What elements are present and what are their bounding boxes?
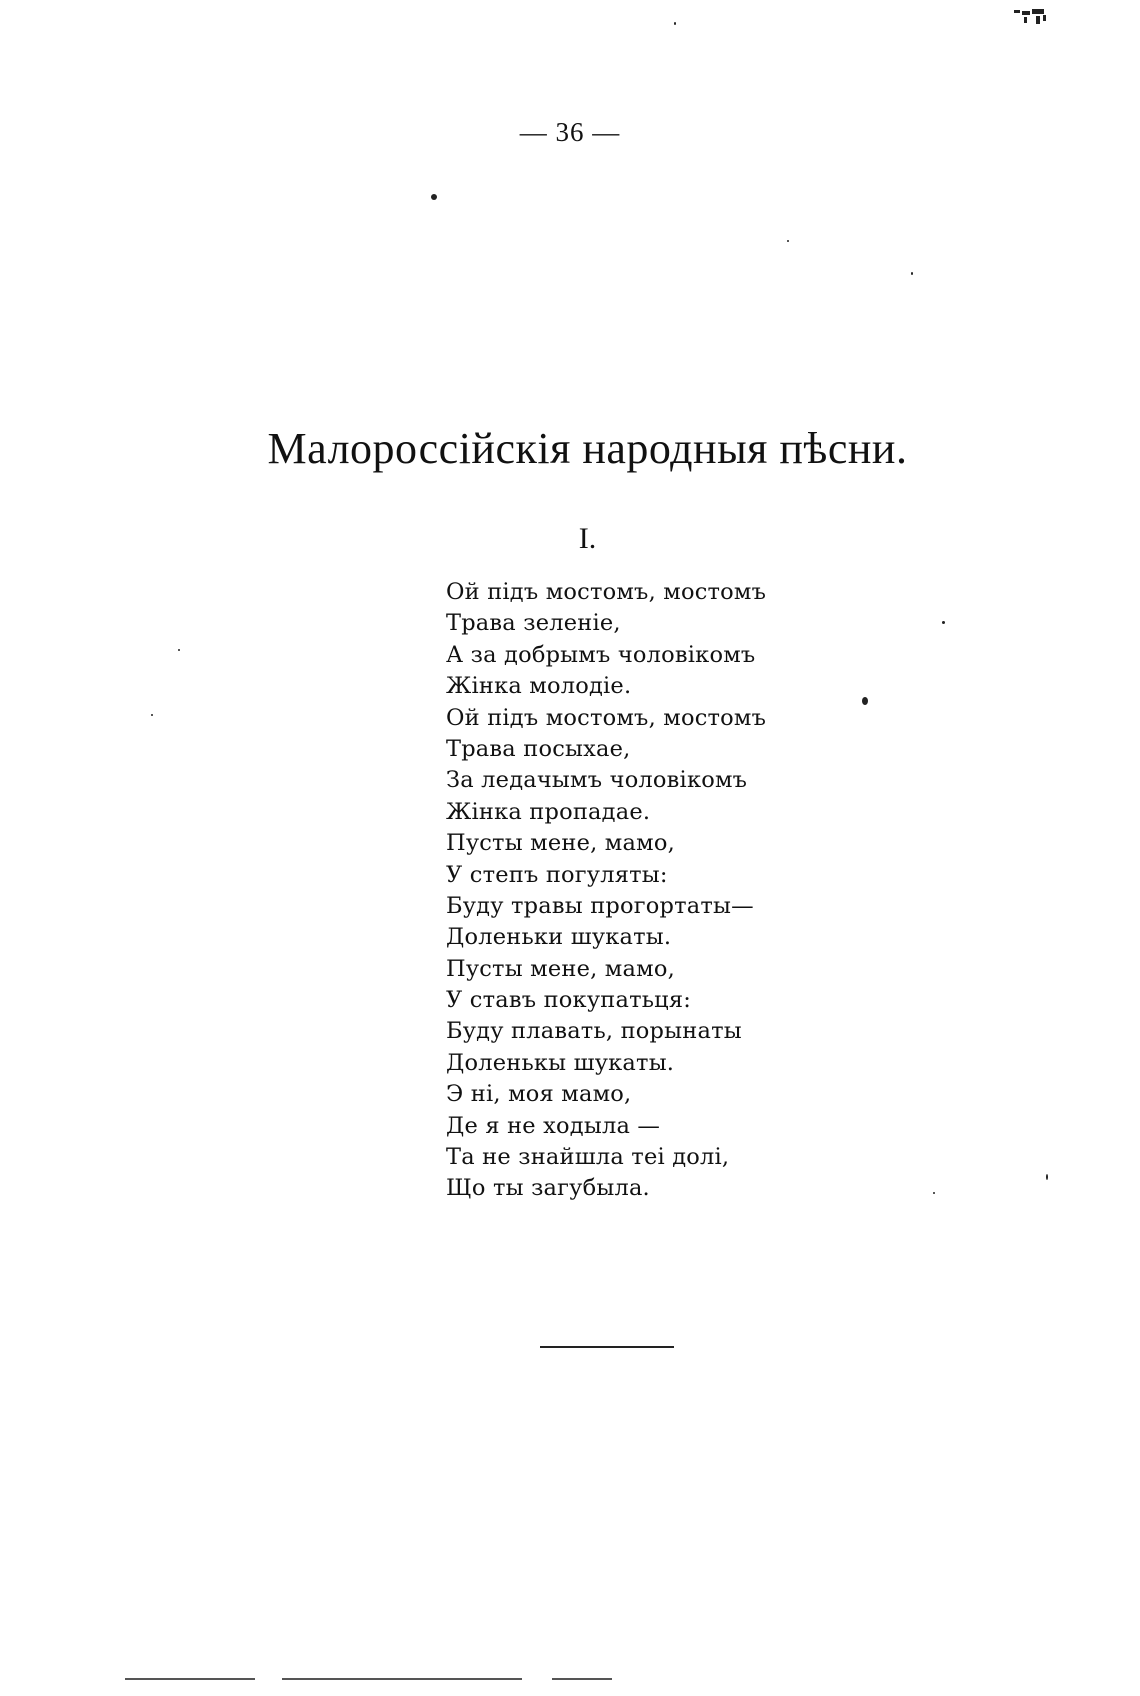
page-title: Малороссійскія народныя пѣсни. (267, 424, 908, 473)
section-number: I. (578, 522, 597, 555)
scan-edge-noise (552, 1678, 612, 1680)
poem-line: Жінка пропадае. (446, 798, 651, 825)
poem-line: Ой підъ мостомъ, мостомъ (446, 704, 767, 731)
poem-line: Пусты мене, мамо, (446, 955, 675, 982)
poem-line: Ой підъ мостомъ, мостомъ (446, 579, 767, 605)
ink-speck (933, 1192, 935, 1194)
ink-speck (942, 621, 945, 624)
poem-line: Буду травы прогортаты— (446, 892, 754, 919)
ink-speck (911, 272, 913, 275)
ink-speck (431, 194, 437, 200)
ink-speck (674, 22, 676, 25)
ink-speck (862, 697, 868, 705)
poem-line: Де я не ходыла — (446, 1112, 661, 1139)
poem-line: Пусты мене, мамо, (446, 830, 675, 857)
scan-edge-noise (125, 1678, 255, 1680)
poem-line: У степъ погуляты: (446, 861, 668, 888)
poem-line: Трава посыхае, (446, 735, 631, 762)
poem-line: Жінка молодіе. (446, 673, 632, 700)
ink-speck (1046, 1174, 1048, 1180)
poem-line: У ставъ покупатьця: (446, 987, 692, 1014)
poem-line: Та не знайшла теі долі, (446, 1144, 730, 1171)
page-number: — 36 — (519, 117, 621, 147)
poem-text (446, 577, 766, 1205)
scan-edge-noise (282, 1678, 522, 1680)
end-rule (540, 1346, 674, 1348)
ink-speck (787, 240, 789, 242)
poem-line: Буду плавать, порынаты (446, 1018, 742, 1045)
poem-line: Э ні, моя мамо, (446, 1081, 632, 1108)
ink-speck (178, 649, 180, 651)
poem-line: Що ты загубыла. (446, 1175, 650, 1202)
poem-line: Доленьки шукаты. (446, 924, 672, 951)
poem-line: Трава зеленіе, (446, 610, 621, 637)
ink-speck (151, 714, 153, 716)
poem-line: Доленькы шукаты. (446, 1049, 675, 1076)
corner-ink-mark (1012, 8, 1048, 26)
poem-line: За ледачымъ чоловікомъ (446, 767, 748, 794)
poem-line: А за добрымъ чоловікомъ (446, 641, 756, 668)
